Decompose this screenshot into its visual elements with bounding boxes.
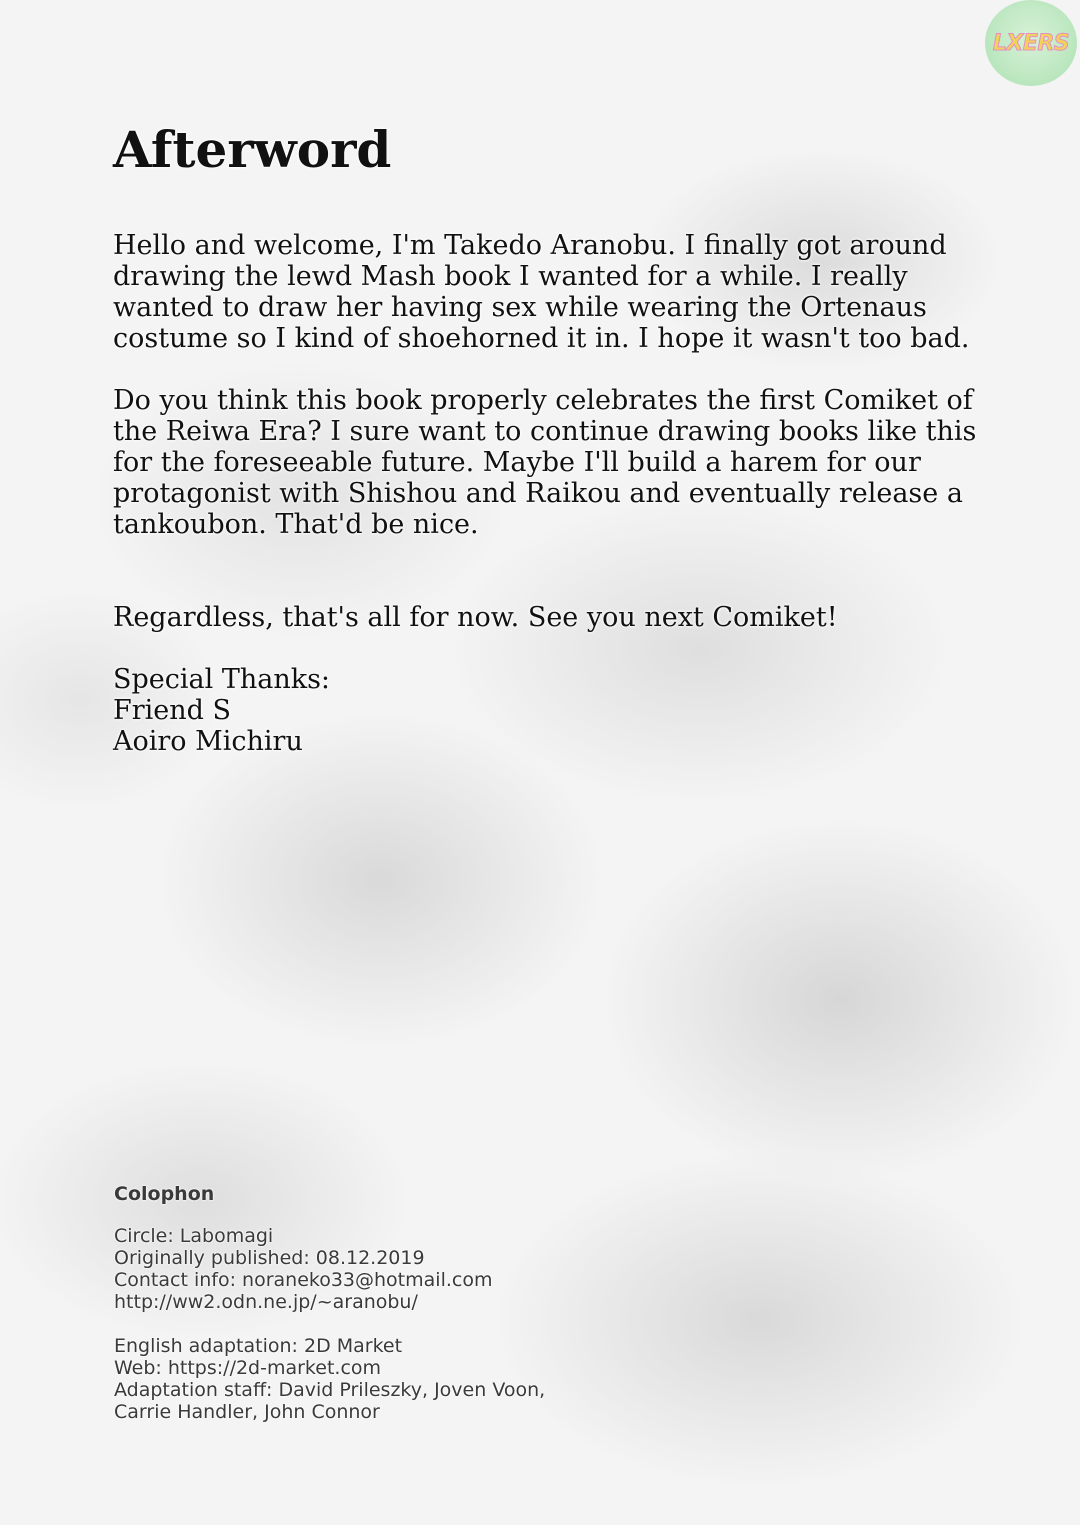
colophon-contact: Contact info: noraneko33@hotmail.com — [114, 1269, 493, 1291]
colophon — [114, 1181, 714, 1423]
afterword-section — [113, 118, 993, 757]
colophon-published: Originally published: 08.12.2019 — [114, 1247, 425, 1269]
colophon-circle: Circle: Labomagi — [114, 1225, 274, 1247]
site-logo-watermark — [985, 0, 1077, 86]
colophon-staff: Adaptation staff: David Prileszky, Joven Voon, — [114, 1379, 546, 1401]
colophon-adaptation-info — [114, 1335, 714, 1423]
colophon-adaptation: English adaptation: 2D Market — [114, 1335, 403, 1357]
colophon-web: Web: https://2d-market.com — [114, 1357, 382, 1379]
special-thanks-heading: Special Thanks: — [113, 664, 331, 695]
thanks-name: Friend S — [113, 695, 232, 726]
colophon-original-info — [114, 1225, 714, 1313]
paragraph-intro: Hello and welcome, I'm Takedo Aranobu. I finally got around drawing the lewd Mash book I wanted for a while. I really wanted to draw her having sex while wearing the Ortenaus costume so I kind of shoehorned it in. I hope it wasn't too bad. — [113, 230, 970, 354]
colophon-heading: Colophon — [114, 1183, 215, 1205]
colophon-staff-cont: Carrie Handler, John Connor — [114, 1401, 380, 1423]
special-thanks — [113, 664, 993, 757]
paragraph-comiket: Do you think this book properly celebrates the first Comiket of the Reiwa Era? I sure want to continue drawing books like this for the foreseeable future. Maybe I'll build a harem for our protagonist with Shishou and Raikou and eventually release a tankoubon. That'd be nice. — [113, 385, 977, 540]
paragraph-closing: Regardless, that's all for now. See you next Comiket! — [113, 602, 838, 633]
thanks-name: Aoiro Michiru — [113, 726, 303, 757]
logo-text: LXERS — [992, 30, 1070, 56]
page-title: Afterword — [113, 120, 392, 179]
colophon-website: http://ww2.odn.ne.jp/~aranobu/ — [114, 1291, 418, 1313]
